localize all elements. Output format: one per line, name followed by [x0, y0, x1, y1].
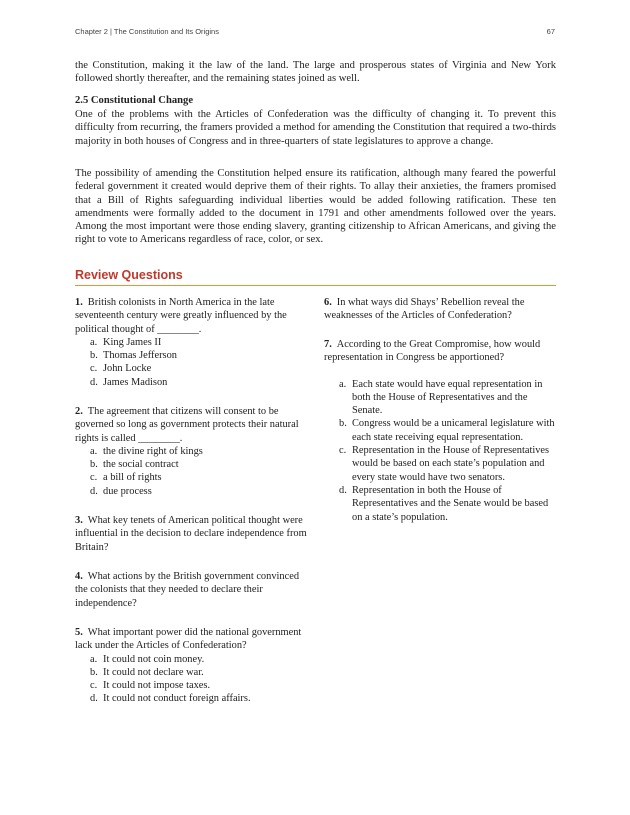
option-letter: a. — [90, 445, 98, 457]
option — [75, 376, 307, 389]
option-letter: b. — [90, 666, 98, 678]
option-text: It could not conduct foreign affairs. — [103, 693, 251, 705]
section-heading: 2.5 Constitutional Change — [75, 95, 194, 106]
question-text — [75, 405, 307, 445]
option — [324, 378, 556, 418]
question-number: 3. — [75, 515, 83, 526]
question-text — [75, 570, 307, 610]
question-prompt: According to the Great Compromise, how would representation in Congress be apportioned? — [324, 339, 541, 364]
option-letter: a. — [339, 378, 347, 390]
question-5 — [75, 626, 307, 706]
option-text: the social contract — [103, 459, 179, 471]
option-letter: d. — [90, 693, 98, 705]
question-number: 7. — [324, 339, 332, 350]
option — [75, 336, 307, 349]
option — [75, 485, 307, 498]
option-list — [324, 378, 556, 524]
option-text: Each state would have equal representation in both the House of Representatives and the Senate. — [352, 378, 543, 417]
option — [75, 362, 307, 375]
option-letter: c. — [90, 472, 98, 484]
option — [324, 444, 556, 484]
option-list — [75, 653, 307, 706]
option-text: a bill of rights — [103, 472, 162, 484]
option — [75, 471, 307, 484]
review-title-rule — [75, 285, 556, 286]
question-text — [75, 514, 307, 554]
option-letter: d. — [90, 485, 98, 497]
question-text — [324, 338, 556, 365]
option-text: Thomas Jefferson — [103, 350, 177, 362]
question-text — [75, 296, 307, 336]
option-letter: d. — [339, 484, 347, 496]
option — [324, 417, 556, 444]
option — [324, 484, 556, 524]
question-number: 2. — [75, 406, 83, 417]
option-text: due process — [103, 485, 152, 497]
option-text: It could not declare war. — [103, 666, 204, 678]
chapter-title: Chapter 2 | The Constitution and Its Origins — [75, 27, 219, 36]
option-text: It could not coin money. — [103, 653, 205, 665]
option-letter: a. — [90, 336, 98, 348]
option — [75, 666, 307, 679]
option-letter: c. — [339, 445, 347, 457]
option-letter: c. — [90, 363, 98, 375]
option-text: the divine right of kings — [103, 445, 203, 457]
option-text: Congress would be a unicameral legislature with each state receiving equal representation. — [352, 418, 555, 443]
option-text: It could not impose taxes. — [103, 680, 211, 692]
option-letter: d. — [90, 376, 98, 388]
question-3 — [75, 514, 307, 554]
option-text: John Locke — [103, 363, 152, 375]
paragraph-amending-difficulty: One of the problems with the Articles of Confederation was the difficulty of changing it. To prevent this difficulty from recurring, the framers provided a method for amending the Constitution that required a two-thirds majority in both houses of Congress and in three-quarters of state legislatures to approve a change. — [75, 109, 556, 147]
question-number: 6. — [324, 297, 332, 308]
question-4 — [75, 570, 307, 610]
question-prompt: What actions by the British government convinced the colonists that they needed to declare their independence? — [75, 571, 300, 609]
paragraph-ratification: the Constitution, making it the law of the land. The large and prosperous states of Virginia and New York followed shortly thereafter, and the remaining states joined as well. — [75, 60, 556, 85]
question-prompt: British colonists in North America in the late seventeenth century were greatly influenced by the political thought of ________. — [75, 297, 287, 335]
option — [75, 692, 307, 705]
option-letter: b. — [90, 459, 98, 471]
question-prompt: What key tenets of American political thought were influential in the decision to declare independence from Britain? — [75, 515, 307, 553]
option-text: King James II — [103, 336, 162, 348]
question-prompt: What important power did the national government lack under the Articles of Confederation? — [75, 627, 302, 652]
option — [75, 445, 307, 458]
question-number: 4. — [75, 571, 83, 582]
question-text — [324, 296, 556, 323]
option-letter: a. — [90, 653, 98, 665]
question-number: 1. — [75, 297, 83, 308]
option-list — [75, 445, 307, 498]
question-1 — [75, 296, 307, 389]
question-7 — [324, 338, 556, 524]
page-header — [75, 27, 555, 39]
option-list — [75, 336, 307, 389]
review-questions-title: Review Questions — [75, 268, 183, 282]
question-6 — [324, 296, 556, 323]
question-number: 5. — [75, 627, 83, 638]
question-prompt: The agreement that citizens will consent to be governed so long as government protects their natural rights is called ________. — [75, 406, 299, 444]
option-text: Representation in both the House of Representatives and the Senate would be based on a state’s population. — [352, 484, 549, 523]
option-letter: c. — [90, 680, 98, 692]
option-text: Representation in the House of Representatives would be based on each state’s population and every state would have two senators. — [352, 445, 550, 483]
question-2 — [75, 405, 307, 498]
option-text: James Madison — [103, 376, 168, 388]
option — [75, 349, 307, 362]
option — [75, 653, 307, 666]
option-letter: b. — [90, 350, 98, 362]
option — [75, 458, 307, 471]
option-letter: b. — [339, 418, 347, 430]
question-text — [75, 626, 307, 653]
page-number: 67 — [546, 27, 555, 36]
paragraph-bill-of-rights: The possibility of amending the Constitution helped ensure its ratification, although many feared the powerful federal government it created would deprive them of their rights. To allay their anxieties, the framers promised that a Bill of Rights safeguarding individual liberties would be added following ratification. These ten amendments were formally added to the document in 1791 and other amendments followed over the years. Among the most important were those ending slavery, granting citizenship to African Americans, and giving the right to vote to Americans regardless of race, color, or sex. — [75, 168, 556, 246]
option — [75, 679, 307, 692]
question-prompt: In what ways did Shays’ Rebellion reveal the weaknesses of the Articles of Confederation? — [324, 297, 525, 322]
